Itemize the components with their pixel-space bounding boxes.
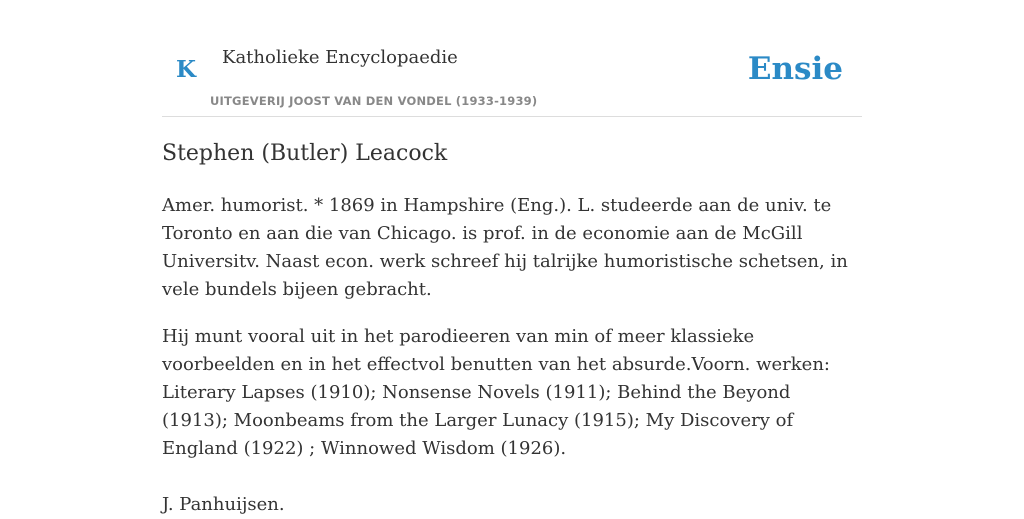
article-paragraph: Amer. humorist. * 1869 in Hampshire (Eng.). L. studeerde aan de univ. te Toronto en aan die van Chicago. is prof. in de economie aan de McGill Universitv. Naast econ. werk schreef hij talrijke humoristische schetsen, in vele bundels bijeen gebracht.	[162, 195, 848, 300]
publisher-subtitle: UITGEVERIJ JOOST VAN DEN VONDEL (1933-1939)	[210, 94, 538, 108]
site-header	[162, 0, 862, 117]
article-author: J. Panhuijsen.	[162, 494, 285, 515]
encyclopedia-logo[interactable]: K	[176, 56, 196, 83]
ensie-logo-link[interactable]: Ensie	[747, 51, 843, 87]
article-paragraph: Hij munt vooral uit in het parodieeren van min of meer klassieke voorbeelden en in het effectvol benutten van het absurde.Voorn. werken: Literary Lapses (1910); Nonsense Novels (1911); Behind the Beyond (1913); Moonbeams from the Larger Lunacy (1915); My Discovery of England (1922) ; Winnowed Wisdom (1926).	[162, 326, 830, 459]
article-title: Stephen (Butler) Leacock	[162, 141, 448, 166]
article	[162, 138, 862, 519]
encyclopedia-title-link[interactable]: Katholieke Encyclopaedie	[222, 47, 458, 68]
